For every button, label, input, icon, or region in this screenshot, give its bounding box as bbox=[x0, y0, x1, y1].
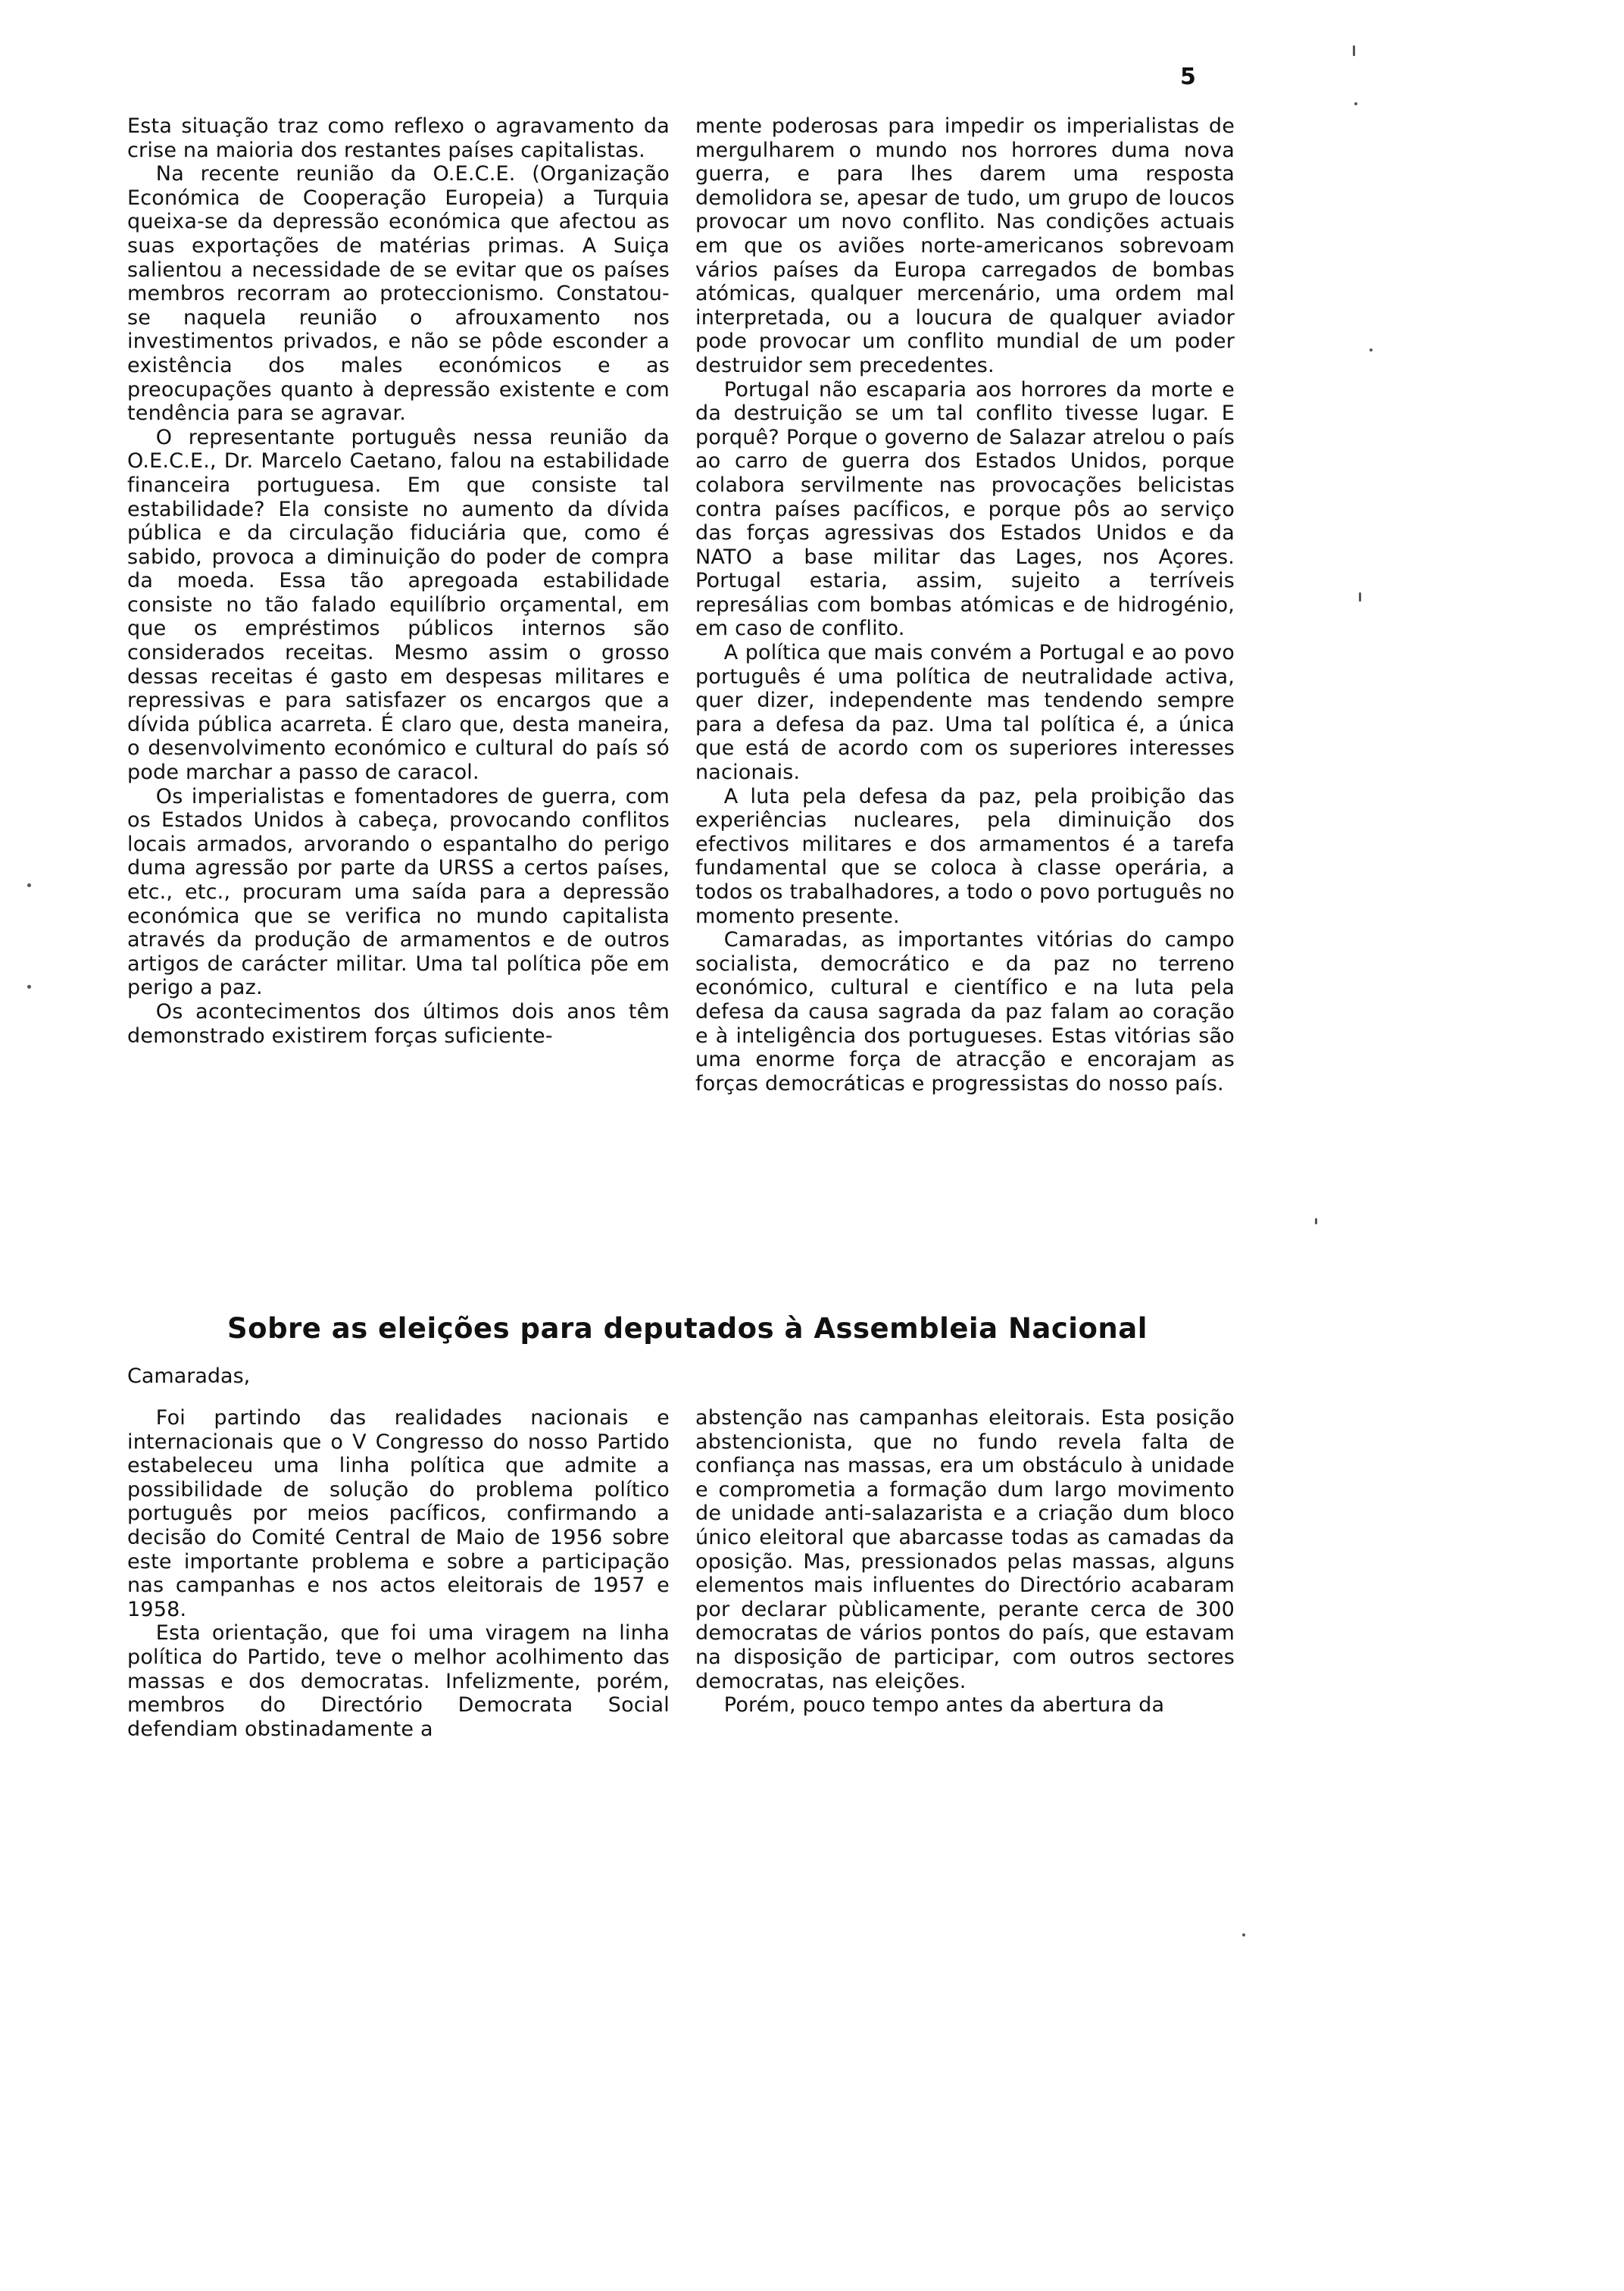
paragraph: Na recente reunião da O.E.C.E. (Organização Económica de Cooperação Europeia) a Turquia queixa-se da depressão económica que afectou as suas exportações de matérias primas. A Suiça salientou a necessidade de se evitar que os países membros recorram ao proteccionismo. Constatou-se naquela reunião o afrouxamento nos investimentos privados, e não se pôde esconder a existência dos males económicos e as preocupações quanto à depressão existente e com tendência para se agravar. bbox=[127, 162, 670, 426]
paragraph: Os acontecimentos dos últimos dois anos têm demonstrado existirem forças suficiente- bbox=[127, 999, 670, 1048]
scan-speck bbox=[1353, 45, 1355, 56]
paragraph: abstenção nas campanhas eleitorais. Esta posição abstencionista, que no fundo revela falta de confiança nas massas, era um obstáculo à unidade e comprometia a formação dum largo movimento de unidade anti-salazarista e a criação dum bloco único eleitoral que abarcasse todas as camadas da oposição. Mas, pressionados pelas massas, alguns elementos mais influentes do Directório acabaram por declarar pùblicamente, perante cerca de 300 democratas de vários pontos do país, que estavam na disposição de participar, com outros sectores democratas, nas eleições. bbox=[695, 1406, 1235, 1693]
paragraph: Porém, pouco tempo antes da abertura da bbox=[723, 1693, 1165, 1717]
scan-speck bbox=[1242, 1933, 1245, 1936]
paragraph: O representante português nessa reunião da O.E.C.E., Dr. Marcelo Caetano, falou na estabilidade financeira portuguesa. Em que consiste tal estabilidade? Ela consiste no aumento da dívida pública e da circulação fiduciária que, como é sabido, provoca a diminuição do poder de compra da moeda. Essa tão apregoada estabilidade consiste no tão falado equilíbrio orçamental, em que os empréstimos públicos internos são considerados receitas. Mesmo assim o grosso dessas receitas é gasto em despesas militares e repressivas e para satisfazer os encargos que a dívida pública acarreta. É claro que, desta maneira, o desenvolvimento económico e cultural do país só pode marchar a passo de caracol. bbox=[127, 425, 670, 785]
scan-speck bbox=[1359, 592, 1361, 602]
article-column-top-right bbox=[695, 114, 1235, 1095]
page-number: 5 bbox=[1180, 64, 1196, 90]
section-heading: Sobre as eleições para deputados à Assembleia Nacional bbox=[227, 1312, 1148, 1345]
paragraph: Esta situação traz como reflexo o agravamento da crise na maioria dos restantes países capitalistas. bbox=[127, 114, 670, 162]
scan-speck bbox=[1315, 1218, 1317, 1224]
article-column-bottom-right bbox=[695, 1406, 1235, 1717]
scan-speck bbox=[1369, 348, 1373, 352]
article-column-bottom-left bbox=[127, 1406, 670, 1741]
paragraph: mente poderosas para impedir os imperialistas de mergulharem o mundo nos horrores duma nova guerra, e para lhes darem uma resposta demolidora se, apesar de tudo, um grupo de loucos provocar um novo conflito. Nas condições actuais em que os aviões norte-americanos sobrevoam vários países da Europa carregados de bombas atómicas, qualquer mercenário, uma ordem mal interpretada, ou a loucura de qualquer aviador pode provocar um conflito mundial de um poder destruidor sem precedentes. bbox=[695, 114, 1235, 377]
paragraph: Foi partindo das realidades nacionais e internacionais que o V Congresso do nosso Partido estabeleceu uma linha política que admite a possibilidade de solução do problema político português por meios pacíficos, confirmando a decisão do Comité Central de Maio de 1956 sobre este importante problema e sobre a participação nas campanhas e nos actos eleitorais de 1957 e 1958. bbox=[127, 1406, 670, 1621]
article-column-top-left bbox=[127, 114, 670, 1048]
paragraph: Portugal não escaparia aos horrores da morte e da destruição se um tal conflito tivesse lugar. E porquê? Porque o governo de Salazar atrelou o país ao carro de guerra dos Estados Unidos, porque colabora servilmente nas provocações belicistas contra países pacíficos, e porque pôs ao serviço das forças agressivas dos Estados Unidos e da NATO a base militar das Lages, nos Açores. Portugal estaria, assim, sujeito a terríveis represálias com bombas atómicas e de hidrogénio, em caso de conflito. bbox=[695, 377, 1235, 641]
paragraph: A política que mais convém a Portugal e ao povo português é uma política de neutralidade activa, quer dizer, independente mas tendendo sempre para a defesa da paz. Uma tal política é, a única que está de acordo com os superiores interesses nacionais. bbox=[695, 641, 1235, 785]
paragraph: Camaradas, as importantes vitórias do campo socialista, democrático e da paz no terreno económico, cultural e científico e na luta pela defesa da causa sagrada da paz falam ao coração e à inteligência dos portugueses. Estas vitórias são uma enorme força de atracção e encorajam as forças democráticas e progressistas do nosso país. bbox=[695, 928, 1235, 1095]
paragraph: A luta pela defesa da paz, pela proibição das experiências nucleares, pela diminuição dos efectivos militares e dos armamentos é a tarefa fundamental que se coloca à classe operária, a todos os trabalhadores, a todo o povo português no momento presente. bbox=[695, 784, 1235, 928]
paragraph: Os imperialistas e fomentadores de guerra, com os Estados Unidos à cabeça, provocando conflitos locais armados, arvorando o espantalho do perigo duma agressão por parte da URSS a certos países, etc., etc., procuram uma saída para a depressão económica que se verifica no mundo capitalista através da produção de armamentos e de outros artigos de carácter militar. Uma tal política põe em perigo a paz. bbox=[127, 784, 670, 1000]
scan-speck bbox=[27, 883, 31, 887]
scan-speck bbox=[1354, 102, 1357, 105]
salutation: Camaradas, bbox=[127, 1364, 251, 1388]
scan-speck bbox=[27, 985, 31, 989]
paragraph: Esta orientação, que foi uma viragem na linha política do Partido, teve o melhor acolhimento das massas e dos democratas. Infelizmente, porém, membros do Directório Democrata Social defendiam obstinadamente a bbox=[127, 1621, 670, 1741]
